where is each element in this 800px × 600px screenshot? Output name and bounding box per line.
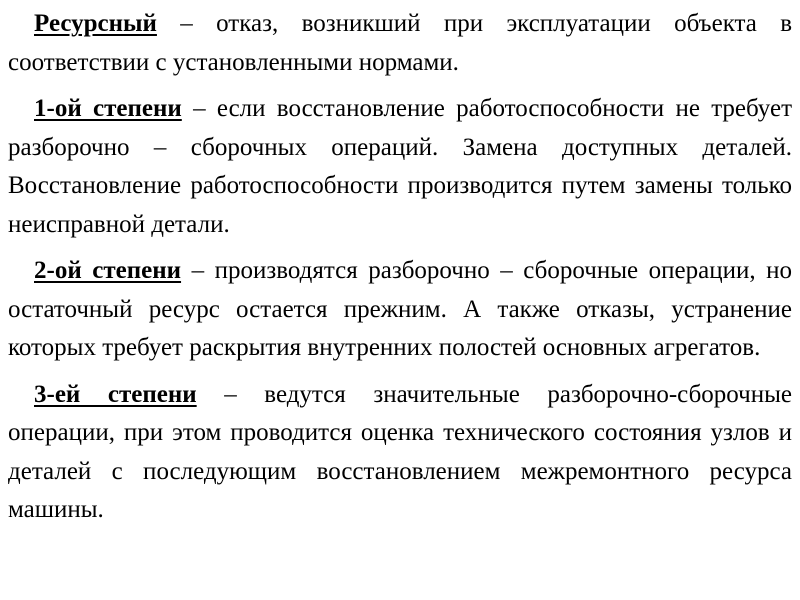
definition-third-degree: – ведутся значительные разборочно-сборочные операции, при этом проводится оценка технического состояния узлов и деталей с последующим восстановлением межремонтного ресурса машины. — [8, 380, 792, 523]
term-first-degree: 1-ой степени — [34, 95, 182, 122]
term-resource: Ресурсный — [34, 10, 157, 37]
term-second-degree: 2-ой степени — [34, 257, 182, 284]
paragraph-first-degree — [8, 90, 792, 244]
paragraph-resource-failure — [8, 5, 792, 82]
paragraph-third-degree — [8, 376, 792, 530]
definition-second-degree: – производятся разборочно – сборочные операции, но остаточный ресурс остается прежним. А также отказы, устранение которых требует раскрытия внутренних полостей основных агрегатов. — [8, 257, 792, 361]
paragraph-second-degree — [8, 252, 792, 368]
term-third-degree: 3-ей степени — [34, 380, 197, 408]
definition-first-degree: – если восстановление работоспособности не требует разборочно – сборочных операций. Замена доступных деталей. Восстановление работоспособности производится путем замены только неисправной детали. — [8, 95, 792, 238]
definition-resource: – отказ, возникший при эксплуатации объекта в соответствии с установленными нормами. — [8, 10, 792, 76]
